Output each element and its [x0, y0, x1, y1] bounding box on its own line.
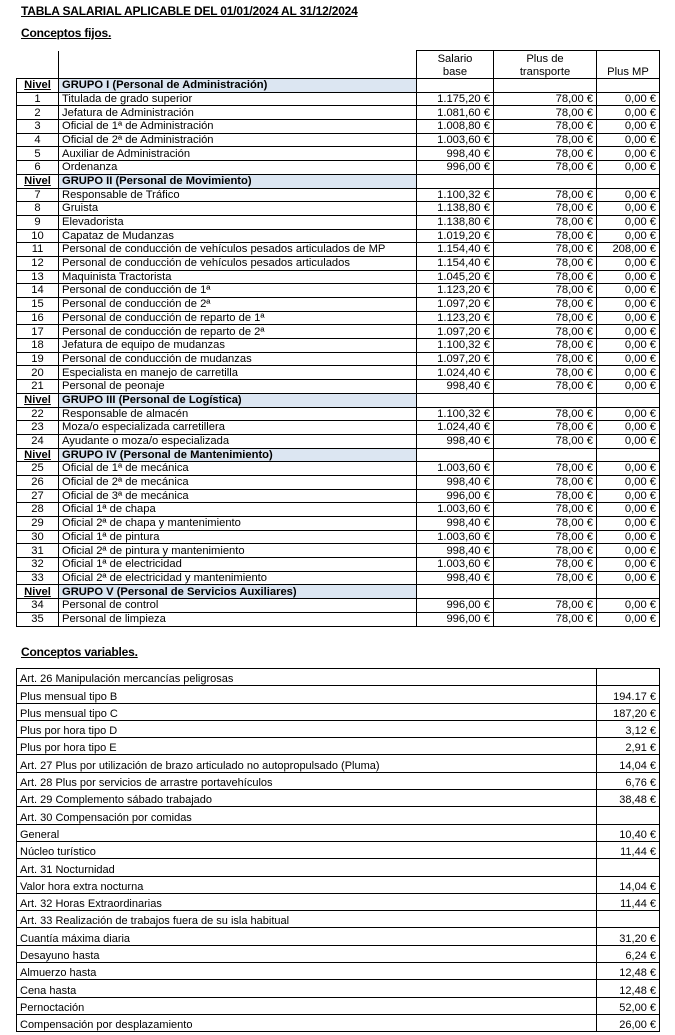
concepto-cell: Plus mensual tipo C — [17, 703, 597, 720]
nivel-cell: 29 — [17, 517, 59, 531]
concepto-cell: Núcleo turístico — [17, 841, 597, 858]
plus-mp-cell: 0,00 € — [597, 161, 660, 175]
valor-cell: 6,76 € — [597, 772, 660, 789]
plus-transporte-cell: 78,00 € — [494, 243, 597, 257]
table-row — [17, 790, 660, 807]
table-row — [17, 963, 660, 980]
nivel-cell: 27 — [17, 489, 59, 503]
puesto-cell: Personal de conducción de reparto de 1ª — [59, 311, 417, 325]
nivel-cell: 30 — [17, 530, 59, 544]
table-row — [17, 893, 660, 910]
table-row — [17, 530, 660, 544]
table-row — [17, 421, 660, 435]
nivel-cell: 18 — [17, 339, 59, 353]
puesto-cell: Oficial de 1ª de Administración — [59, 120, 417, 134]
plus-transporte-cell: 78,00 € — [494, 517, 597, 531]
plus-transporte-cell: 78,00 € — [494, 339, 597, 353]
concepto-cell: Plus por hora tipo D — [17, 720, 597, 737]
salario-base-cell: 998,40 € — [417, 147, 494, 161]
nivel-cell: 21 — [17, 380, 59, 394]
group-name: GRUPO IV (Personal de Mantenimiento) — [59, 448, 417, 462]
nivel-cell: 7 — [17, 188, 59, 202]
table-row — [17, 352, 660, 366]
plus-transporte-cell: 78,00 € — [494, 558, 597, 572]
nivel-cell: 22 — [17, 407, 59, 421]
nivel-label: Nivel — [17, 448, 59, 462]
salario-base-cell: 1.100,32 € — [417, 188, 494, 202]
column-header-plus-transporte: Plus de transporte — [494, 51, 597, 79]
concepto-cell: Plus por hora tipo E — [17, 738, 597, 755]
salario-base-cell: 1.003,60 € — [417, 503, 494, 517]
column-header-salario-base: Salario base — [417, 51, 494, 79]
nivel-cell: 15 — [17, 298, 59, 312]
puesto-cell: Oficial de 1ª de mecánica — [59, 462, 417, 476]
plus-mp-cell: 0,00 € — [597, 517, 660, 531]
salario-base-cell: 996,00 € — [417, 489, 494, 503]
plus-mp-cell: 0,00 € — [597, 503, 660, 517]
plus-transporte-cell: 78,00 € — [494, 120, 597, 134]
salario-base-cell: 1.045,20 € — [417, 270, 494, 284]
plus-transporte-cell: 78,00 € — [494, 366, 597, 380]
valor-cell: 3,12 € — [597, 720, 660, 737]
plus-mp-cell: 0,00 € — [597, 421, 660, 435]
concepto-cell: Art. 31 Nocturnidad — [17, 859, 597, 876]
valor-cell: 2,91 € — [597, 738, 660, 755]
table-row — [17, 380, 660, 394]
concepto-cell: Plus mensual tipo B — [17, 686, 597, 703]
plus-mp-cell: 0,00 € — [597, 434, 660, 448]
puesto-cell: Ordenanza — [59, 161, 417, 175]
plus-mp-cell: 0,00 € — [597, 120, 660, 134]
salario-base-cell: 1.024,40 € — [417, 421, 494, 435]
nivel-cell: 12 — [17, 256, 59, 270]
plus-mp-cell: 0,00 € — [597, 106, 660, 120]
table-row — [17, 755, 660, 772]
salario-base-cell: 1.123,20 € — [417, 311, 494, 325]
puesto-cell: Moza/o especializada carretillera — [59, 421, 417, 435]
plus-transporte-cell: 78,00 € — [494, 434, 597, 448]
group-header-row — [17, 79, 660, 93]
concepto-cell: Valor hora extra nocturna — [17, 876, 597, 893]
table-row — [17, 188, 660, 202]
plus-transporte-cell: 78,00 € — [494, 311, 597, 325]
puesto-cell: Jefatura de Administración — [59, 106, 417, 120]
table-row — [17, 106, 660, 120]
nivel-cell: 17 — [17, 325, 59, 339]
valor-cell: 31,20 € — [597, 928, 660, 945]
plus-transporte-cell: 78,00 € — [494, 256, 597, 270]
nivel-cell: 8 — [17, 202, 59, 216]
salario-base-cell: 998,40 € — [417, 517, 494, 531]
plus-mp-cell: 0,00 € — [597, 270, 660, 284]
nivel-cell: 13 — [17, 270, 59, 284]
valor-cell: 26,00 € — [597, 1014, 660, 1031]
fixed-table-header — [17, 51, 660, 79]
table-row — [17, 270, 660, 284]
valor-cell: 38,48 € — [597, 790, 660, 807]
salario-base-cell: 1.100,32 € — [417, 339, 494, 353]
plus-mp-cell: 0,00 € — [597, 133, 660, 147]
puesto-cell: Personal de conducción de 1ª — [59, 284, 417, 298]
nivel-cell: 31 — [17, 544, 59, 558]
plus-transporte-cell: 78,00 € — [494, 215, 597, 229]
table-row — [17, 339, 660, 353]
concepto-cell: Cuantía máxima diaria — [17, 928, 597, 945]
plus-transporte-cell: 78,00 € — [494, 475, 597, 489]
plus-transporte-cell: 78,00 € — [494, 298, 597, 312]
plus-transporte-cell: 78,00 € — [494, 106, 597, 120]
plus-mp-cell: 0,00 € — [597, 311, 660, 325]
plus-mp-cell: 0,00 € — [597, 489, 660, 503]
table-row — [17, 876, 660, 893]
plus-transporte-cell: 78,00 € — [494, 380, 597, 394]
puesto-cell: Personal de peonaje — [59, 380, 417, 394]
table-row — [17, 229, 660, 243]
table-row — [17, 980, 660, 997]
puesto-cell: Maquinista Tractorista — [59, 270, 417, 284]
plus-transporte-cell: 78,00 € — [494, 544, 597, 558]
puesto-cell: Personal de conducción de vehículos pesados articulados de MP — [59, 243, 417, 257]
nivel-cell: 6 — [17, 161, 59, 175]
puesto-cell: Gruista — [59, 202, 417, 216]
nivel-cell: 10 — [17, 229, 59, 243]
plus-mp-cell: 0,00 € — [597, 599, 660, 613]
fixed-concepts-heading: Conceptos fijos. — [21, 26, 112, 40]
concepto-cell: Art. 32 Horas Extraordinarias — [17, 893, 597, 910]
concepto-cell: Cena hasta — [17, 980, 597, 997]
concepto-cell: Desayuno hasta — [17, 945, 597, 962]
nivel-label: Nivel — [17, 585, 59, 599]
plus-transporte-cell: 78,00 € — [494, 188, 597, 202]
nivel-cell: 4 — [17, 133, 59, 147]
table-row — [17, 202, 660, 216]
plus-mp-cell: 0,00 € — [597, 147, 660, 161]
table-row — [17, 147, 660, 161]
plus-transporte-cell: 78,00 € — [494, 133, 597, 147]
puesto-cell: Oficial 1ª de pintura — [59, 530, 417, 544]
salario-base-cell: 1.003,60 € — [417, 530, 494, 544]
table-row — [17, 669, 660, 686]
salario-base-cell: 1.097,20 € — [417, 352, 494, 366]
nivel-cell: 19 — [17, 352, 59, 366]
table-row — [17, 558, 660, 572]
table-row — [17, 215, 660, 229]
salario-base-cell: 1.100,32 € — [417, 407, 494, 421]
concepto-cell: Compensación por desplazamiento — [17, 1014, 597, 1031]
table-row — [17, 92, 660, 106]
puesto-cell: Ayudante o moza/o especializada — [59, 434, 417, 448]
group-header-row — [17, 393, 660, 407]
fixed-concepts-table — [16, 50, 660, 627]
group-header-row — [17, 448, 660, 462]
nivel-cell: 23 — [17, 421, 59, 435]
concepto-cell: Art. 29 Complemento sábado trabajado — [17, 790, 597, 807]
salario-base-cell: 1.003,60 € — [417, 133, 494, 147]
plus-mp-cell: 0,00 € — [597, 475, 660, 489]
plus-transporte-cell: 78,00 € — [494, 612, 597, 626]
nivel-cell: 9 — [17, 215, 59, 229]
puesto-cell: Personal de conducción de vehículos pesados articulados — [59, 256, 417, 270]
valor-cell: 12,48 € — [597, 963, 660, 980]
variable-concepts-heading: Conceptos variables. — [21, 645, 138, 659]
table-row — [17, 256, 660, 270]
table-row — [17, 703, 660, 720]
salario-base-cell: 1.024,40 € — [417, 366, 494, 380]
valor-cell: 194.17 € — [597, 686, 660, 703]
puesto-cell: Oficial 2ª de chapa y mantenimiento — [59, 517, 417, 531]
valor-cell — [597, 911, 660, 928]
salario-base-cell: 1.008,80 € — [417, 120, 494, 134]
table-row — [17, 544, 660, 558]
valor-cell: 11,44 € — [597, 893, 660, 910]
table-row — [17, 462, 660, 476]
table-row — [17, 1014, 660, 1031]
salario-base-cell: 996,00 € — [417, 599, 494, 613]
plus-mp-cell: 0,00 € — [597, 284, 660, 298]
nivel-cell: 16 — [17, 311, 59, 325]
concepto-cell: Art. 30 Compensación por comidas — [17, 807, 597, 824]
plus-mp-cell: 0,00 € — [597, 339, 660, 353]
table-row — [17, 243, 660, 257]
salario-base-cell: 1.081,60 € — [417, 106, 494, 120]
plus-mp-cell: 0,00 € — [597, 325, 660, 339]
table-row — [17, 298, 660, 312]
plus-mp-cell: 0,00 € — [597, 352, 660, 366]
puesto-cell: Oficial 2ª de pintura y mantenimiento — [59, 544, 417, 558]
salario-base-cell: 998,40 € — [417, 544, 494, 558]
plus-mp-cell: 208,00 € — [597, 243, 660, 257]
plus-mp-cell: 0,00 € — [597, 215, 660, 229]
salario-base-cell: 998,40 € — [417, 571, 494, 585]
valor-cell: 14,04 € — [597, 755, 660, 772]
table-row — [17, 720, 660, 737]
salario-base-cell: 1.138,80 € — [417, 215, 494, 229]
nivel-cell: 28 — [17, 503, 59, 517]
plus-transporte-cell: 78,00 € — [494, 325, 597, 339]
concepto-cell: Art. 33 Realización de trabajos fuera de su isla habitual — [17, 911, 597, 928]
nivel-cell: 33 — [17, 571, 59, 585]
concepto-cell: Art. 27 Plus por utilización de brazo articulado no autopropulsado (Pluma) — [17, 755, 597, 772]
concepto-cell: Pernoctación — [17, 997, 597, 1014]
nivel-cell: 14 — [17, 284, 59, 298]
salario-base-cell: 1.097,20 € — [417, 298, 494, 312]
plus-transporte-cell: 78,00 € — [494, 284, 597, 298]
table-row — [17, 311, 660, 325]
plus-transporte-cell: 78,00 € — [494, 270, 597, 284]
table-row — [17, 997, 660, 1014]
puesto-cell: Responsable de almacén — [59, 407, 417, 421]
column-header-plus-mp: Plus MP — [597, 51, 660, 79]
plus-mp-cell: 0,00 € — [597, 92, 660, 106]
nivel-cell: 35 — [17, 612, 59, 626]
puesto-cell: Oficial 1ª de electricidad — [59, 558, 417, 572]
puesto-cell: Elevadorista — [59, 215, 417, 229]
nivel-label: Nivel — [17, 393, 59, 407]
salario-base-cell: 996,00 € — [417, 161, 494, 175]
plus-transporte-cell: 78,00 € — [494, 407, 597, 421]
table-row — [17, 489, 660, 503]
puesto-cell: Especialista en manejo de carretilla — [59, 366, 417, 380]
table-row — [17, 859, 660, 876]
valor-cell — [597, 669, 660, 686]
table-row — [17, 407, 660, 421]
plus-transporte-cell: 78,00 € — [494, 599, 597, 613]
group-name: GRUPO III (Personal de Logística) — [59, 393, 417, 407]
plus-mp-cell: 0,00 € — [597, 256, 660, 270]
puesto-cell: Oficial de 2ª de mecánica — [59, 475, 417, 489]
nivel-cell: 25 — [17, 462, 59, 476]
group-header-row — [17, 585, 660, 599]
salario-base-cell: 998,40 € — [417, 380, 494, 394]
group-header-row — [17, 174, 660, 188]
puesto-cell: Personal de control — [59, 599, 417, 613]
nivel-cell: 20 — [17, 366, 59, 380]
plus-mp-cell: 0,00 € — [597, 544, 660, 558]
plus-transporte-cell: 78,00 € — [494, 147, 597, 161]
puesto-cell: Oficial 1ª de chapa — [59, 503, 417, 517]
group-name: GRUPO V (Personal de Servicios Auxiliares) — [59, 585, 417, 599]
table-row — [17, 738, 660, 755]
salario-base-cell: 1.154,40 € — [417, 256, 494, 270]
plus-mp-cell: 0,00 € — [597, 202, 660, 216]
puesto-cell: Oficial 2ª de electricidad y mantenimiento — [59, 571, 417, 585]
table-row — [17, 911, 660, 928]
table-row — [17, 599, 660, 613]
plus-transporte-cell: 78,00 € — [494, 92, 597, 106]
salario-base-cell: 1.175,20 € — [417, 92, 494, 106]
plus-transporte-cell: 78,00 € — [494, 352, 597, 366]
valor-cell: 12,48 € — [597, 980, 660, 997]
table-row — [17, 366, 660, 380]
table-row — [17, 686, 660, 703]
plus-mp-cell: 0,00 € — [597, 380, 660, 394]
puesto-cell: Personal de limpieza — [59, 612, 417, 626]
nivel-cell: 3 — [17, 120, 59, 134]
puesto-cell: Personal de conducción de 2ª — [59, 298, 417, 312]
concepto-cell: Art. 28 Plus por servicios de arrastre portavehículos — [17, 772, 597, 789]
nivel-label: Nivel — [17, 79, 59, 93]
salario-base-cell: 1.019,20 € — [417, 229, 494, 243]
table-row — [17, 475, 660, 489]
group-name: GRUPO II (Personal de Movimiento) — [59, 174, 417, 188]
valor-cell: 187,20 € — [597, 703, 660, 720]
concepto-cell: Almuerzo hasta — [17, 963, 597, 980]
salario-base-cell: 1.154,40 € — [417, 243, 494, 257]
plus-transporte-cell: 78,00 € — [494, 462, 597, 476]
nivel-cell: 34 — [17, 599, 59, 613]
nivel-cell: 26 — [17, 475, 59, 489]
salario-base-cell: 1.138,80 € — [417, 202, 494, 216]
table-row — [17, 517, 660, 531]
plus-mp-cell: 0,00 € — [597, 188, 660, 202]
puesto-cell: Jefatura de equipo de mudanzas — [59, 339, 417, 353]
puesto-cell: Oficial de 3ª de mecánica — [59, 489, 417, 503]
document-title: TABLA SALARIAL APLICABLE DEL 01/01/2024 AL 31/12/2024 — [21, 4, 358, 18]
table-row — [17, 133, 660, 147]
table-row — [17, 161, 660, 175]
plus-mp-cell: 0,00 € — [597, 530, 660, 544]
nivel-cell: 5 — [17, 147, 59, 161]
puesto-cell: Personal de conducción de mudanzas — [59, 352, 417, 366]
plus-mp-cell: 0,00 € — [597, 407, 660, 421]
table-row — [17, 325, 660, 339]
plus-transporte-cell: 78,00 € — [494, 489, 597, 503]
nivel-cell: 11 — [17, 243, 59, 257]
plus-transporte-cell: 78,00 € — [494, 421, 597, 435]
table-row — [17, 571, 660, 585]
salario-base-cell: 998,40 € — [417, 434, 494, 448]
plus-transporte-cell: 78,00 € — [494, 530, 597, 544]
plus-transporte-cell: 78,00 € — [494, 571, 597, 585]
valor-cell — [597, 807, 660, 824]
puesto-cell: Auxiliar de Administración — [59, 147, 417, 161]
table-row — [17, 824, 660, 841]
nivel-cell: 32 — [17, 558, 59, 572]
salario-base-cell: 1.003,60 € — [417, 558, 494, 572]
puesto-cell: Responsable de Tráfico — [59, 188, 417, 202]
plus-mp-cell: 0,00 € — [597, 612, 660, 626]
concepto-cell: General — [17, 824, 597, 841]
plus-transporte-cell: 78,00 € — [494, 503, 597, 517]
valor-cell — [597, 859, 660, 876]
table-row — [17, 945, 660, 962]
table-row — [17, 807, 660, 824]
puesto-cell: Capataz de Mudanzas — [59, 229, 417, 243]
plus-mp-cell: 0,00 € — [597, 366, 660, 380]
nivel-cell: 24 — [17, 434, 59, 448]
plus-mp-cell: 0,00 € — [597, 462, 660, 476]
nivel-label: Nivel — [17, 174, 59, 188]
concepto-cell: Art. 26 Manipulación mercancías peligrosas — [17, 669, 597, 686]
table-row — [17, 841, 660, 858]
salario-base-cell: 1.097,20 € — [417, 325, 494, 339]
plus-transporte-cell: 78,00 € — [494, 161, 597, 175]
salario-base-cell: 1.003,60 € — [417, 462, 494, 476]
puesto-cell: Personal de conducción de reparto de 2ª — [59, 325, 417, 339]
table-row — [17, 120, 660, 134]
plus-transporte-cell: 78,00 € — [494, 202, 597, 216]
valor-cell: 14,04 € — [597, 876, 660, 893]
plus-transporte-cell: 78,00 € — [494, 229, 597, 243]
salario-base-cell: 1.123,20 € — [417, 284, 494, 298]
nivel-cell: 2 — [17, 106, 59, 120]
table-row — [17, 503, 660, 517]
plus-mp-cell: 0,00 € — [597, 229, 660, 243]
valor-cell: 10,40 € — [597, 824, 660, 841]
valor-cell: 52,00 € — [597, 997, 660, 1014]
salario-base-cell: 998,40 € — [417, 475, 494, 489]
valor-cell: 11,44 € — [597, 841, 660, 858]
valor-cell: 6,24 € — [597, 945, 660, 962]
table-row — [17, 612, 660, 626]
variable-concepts-table — [16, 668, 660, 1032]
salario-base-cell: 996,00 € — [417, 612, 494, 626]
plus-mp-cell: 0,00 € — [597, 571, 660, 585]
group-name: GRUPO I (Personal de Administración) — [59, 79, 417, 93]
puesto-cell: Oficial de 2ª de Administración — [59, 133, 417, 147]
plus-mp-cell: 0,00 € — [597, 558, 660, 572]
table-row — [17, 772, 660, 789]
puesto-cell: Titulada de grado superior — [59, 92, 417, 106]
table-row — [17, 928, 660, 945]
nivel-cell: 1 — [17, 92, 59, 106]
table-row — [17, 434, 660, 448]
table-row — [17, 284, 660, 298]
plus-mp-cell: 0,00 € — [597, 298, 660, 312]
